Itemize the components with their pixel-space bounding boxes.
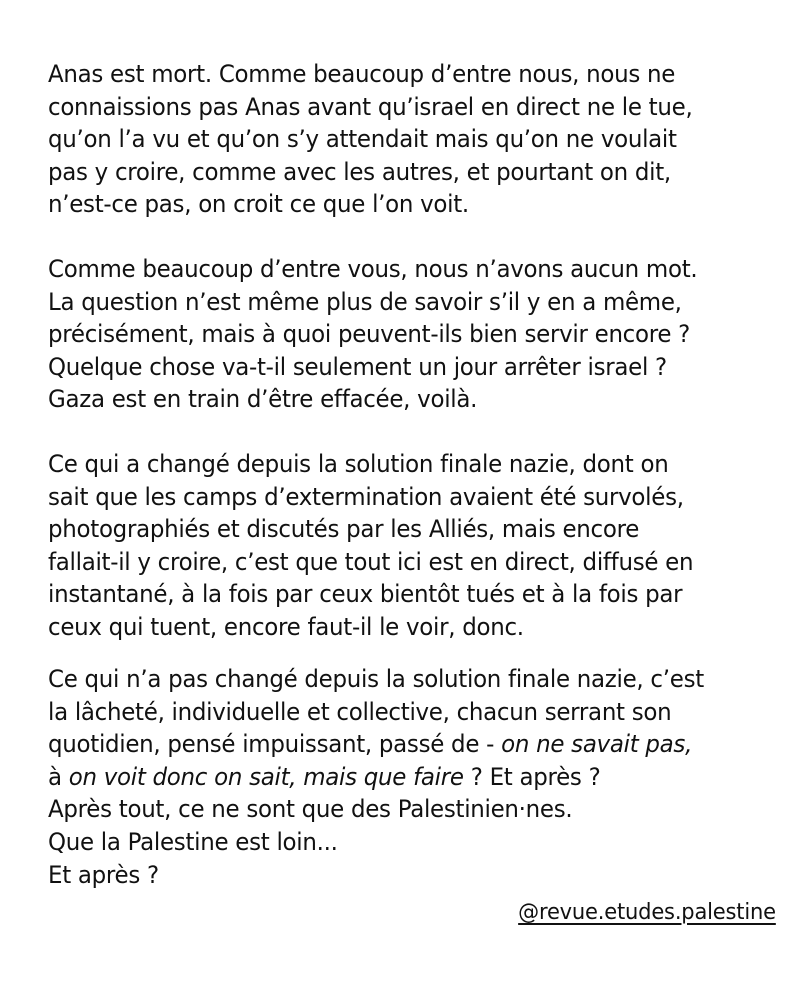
paragraph-line: connaissions pas Anas avant qu’israel en direct ne le tue, (48, 92, 693, 121)
paragraph-2 (48, 253, 755, 416)
paragraph-line: ceux qui tuent, encore faut-il le voir, donc. (48, 612, 524, 641)
paragraph-line: Que la Palestine est loin... (48, 827, 338, 856)
text-run: ? Et après ? (463, 762, 601, 791)
paragraph-line: Comme beaucoup d’entre vous, nous n’avons aucun mot. (48, 255, 698, 283)
paragraph-line: Ce qui a changé depuis la solution finale nazie, dont on (48, 450, 669, 478)
paragraph-line: la lâcheté, individuelle et collective, chacun serrant son (48, 697, 672, 726)
text-run: à (48, 762, 69, 791)
paragraph-line (48, 728, 755, 761)
paragraph-line: photographiés et discutés par les Alliés, mais encore (48, 515, 640, 544)
italic-text-run: on voit donc on sait, mais que faire (68, 762, 464, 791)
paragraph-line: Ce qui n’a pas changé depuis la solution finale nazie, c’est (48, 665, 704, 693)
paragraph-line: fallait-il y croire, c’est que tout ici est en direct, diffusé en (48, 547, 694, 576)
paragraph-line: qu’on l’a vu et qu’on s’y attendait mais qu’on ne voulait (48, 125, 677, 154)
paragraph-1 (48, 58, 755, 221)
paragraph-line: instantané, à la fois par ceux bientôt tués et à la fois par (48, 580, 683, 609)
paragraph-line: précisément, mais à quoi peuvent-ils bien servir encore ? (48, 320, 691, 349)
paragraph-line: pas y croire, comme avec les autres, et pourtant on dit, (48, 157, 671, 186)
paragraph-line: Quelque chose va-t-il seulement un jour arrêter israel ? (48, 352, 667, 381)
account-handle: @revue.etudes.palestine (518, 900, 776, 925)
paragraph-line: Anas est mort. Comme beaucoup d’entre nous, nous ne (48, 60, 676, 88)
paragraph-line: La question n’est même plus de savoir s’il y en a même, (48, 287, 682, 316)
paragraph-3 (48, 448, 755, 644)
italic-text-run: on ne savait pas, (501, 730, 693, 759)
paragraph-line (48, 761, 755, 794)
paragraph-line: Gaza est en train d’être effacée, voilà. (48, 385, 478, 414)
paragraph-line: n’est-ce pas, on croit ce que l’on voit. (48, 190, 469, 219)
text-run: quotidien, pensé impuissant, passé de - (48, 730, 502, 759)
paragraph-line: Et après ? (48, 860, 159, 889)
paragraph-line: Après tout, ce ne sont que des Palestinien·nes. (48, 795, 573, 824)
paragraph-line: sait que les camps d’extermination avaient été survolés, (48, 482, 684, 511)
paragraph-4 (48, 663, 755, 891)
